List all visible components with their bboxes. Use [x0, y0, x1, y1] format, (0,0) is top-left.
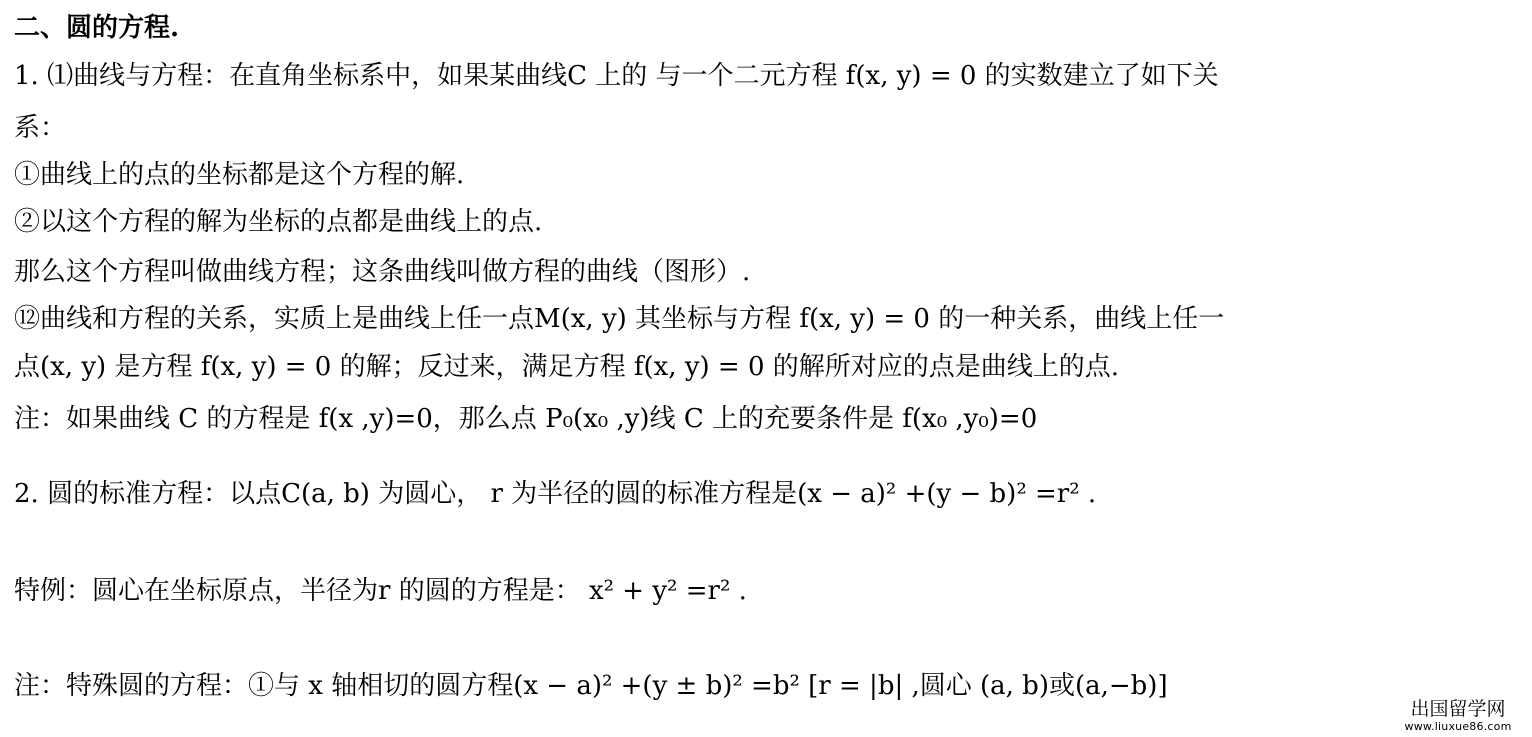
paragraph-line-4: ②以这个方程的解为坐标的点都是曲线上的点.: [14, 207, 543, 237]
watermark-url: www.liuxue86.com: [1404, 720, 1512, 733]
note-line: 注：如果曲线 C 的方程是 f(x ,y)=0，那么点 P₀(x₀ ,y)线 C 上的充要条件是 f(x₀ ,y₀)=0: [14, 404, 1038, 434]
paragraph-line-1: 1. ⑴曲线与方程：在直角坐标系中，如果某曲线C 上的 与一个二元方程 f(x, y) = 0 的实数建立了如下关: [14, 61, 1219, 91]
paragraph-line-5: 那么这个方程叫做曲线方程；这条曲线叫做方程的曲线（图形）.: [14, 257, 751, 287]
paragraph-line-2: 系：: [14, 113, 67, 143]
special-circle-note-line: 注：特殊圆的方程：①与 x 轴相切的圆方程(x − a)² +(y ± b)² =b² [r = |b| ,圆心 (a, b)或(a,−b)]: [14, 671, 1168, 701]
site-watermark: [1398, 698, 1518, 733]
paragraph-line-6: ⑫曲线和方程的关系，实质上是曲线上任一点M(x, y) 其坐标与方程 f(x, y) = 0 的一种关系，曲线上任一: [14, 304, 1225, 334]
paragraph-line-3: ①曲线上的点的坐标都是这个方程的解.: [14, 160, 465, 190]
standard-equation-line: 2. 圆的标准方程：以点C(a, b) 为圆心， r 为半径的圆的标准方程是(x − a)² +(y − b)² =r² .: [14, 479, 1097, 509]
section-heading: 二、圆的方程.: [14, 13, 180, 43]
special-case-line: 特例：圆心在坐标原点，半径为r 的圆的方程是： x² + y² =r² .: [14, 576, 747, 606]
watermark-logo-text: 出国留学网: [1410, 698, 1506, 720]
paragraph-line-7: 点(x, y) 是方程 f(x, y) = 0 的解；反过来，满足方程 f(x, y) = 0 的解所对应的点是曲线上的点.: [14, 352, 1120, 382]
